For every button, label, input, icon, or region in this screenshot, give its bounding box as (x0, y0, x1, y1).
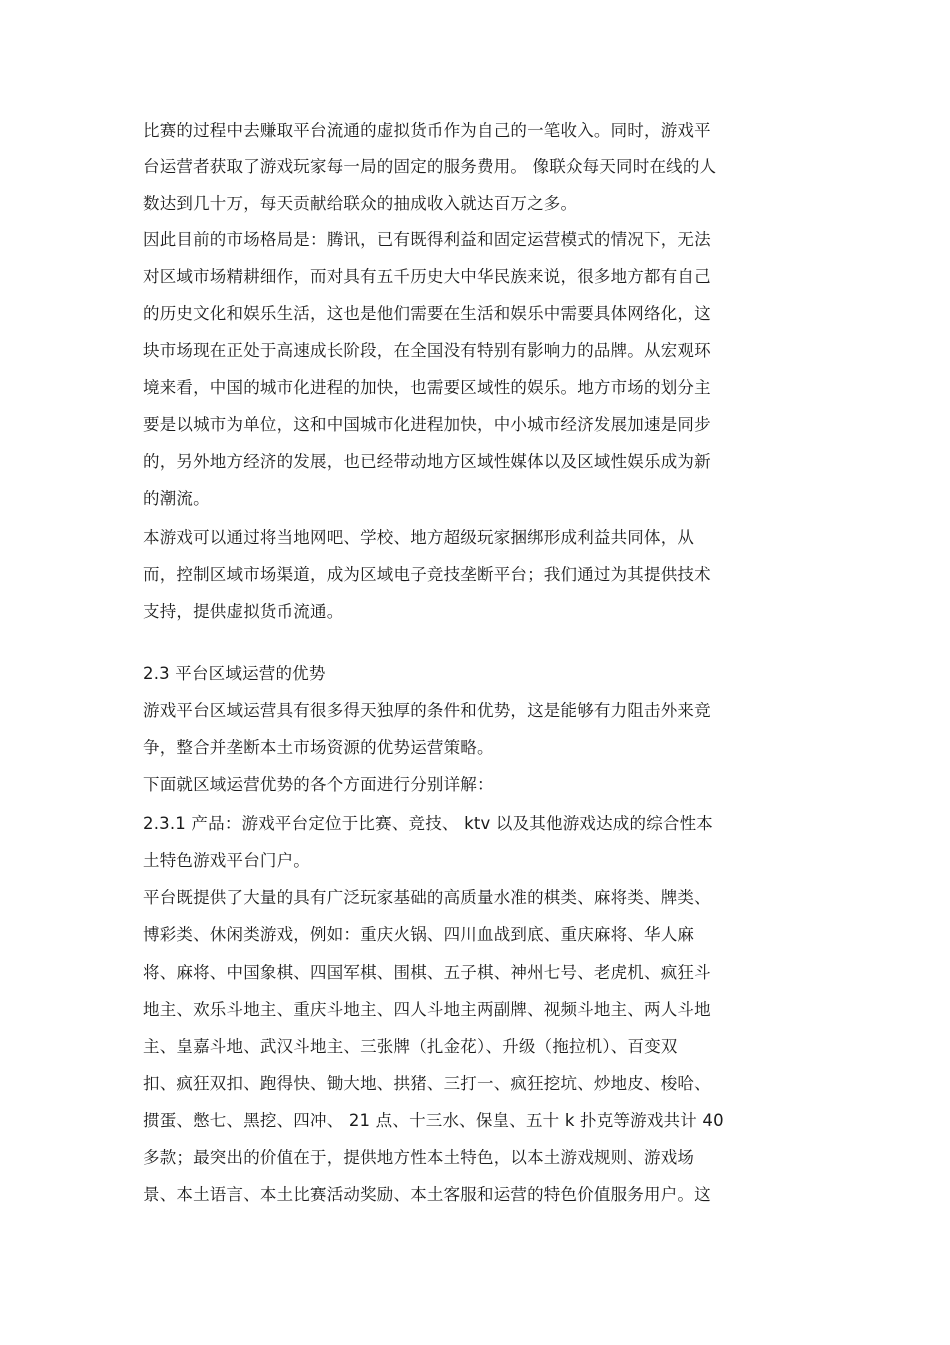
paragraph-line: 对区域市场精耕细作，而对具有五千历史大中华民族来说，很多地方都有自己 (143, 267, 711, 286)
paragraph-line: 博彩类、休闲类游戏，例如：重庆火锅、四川血战到底、重庆麻将、华人麻 (143, 925, 695, 944)
paragraph-line: 台运营者获取了游戏玩家每一局的固定的服务费用。 像联众每天同时在线的人 (143, 157, 717, 176)
paragraph-line: 因此目前的市场格局是：腾讯，已有既得利益和固定运营模式的情况下，无法 (143, 230, 711, 249)
paragraph-line: 平台既提供了大量的具有广泛玩家基础的高质量水准的棋类、麻将类、牌类、 (143, 888, 711, 907)
paragraph-line: 的，另外地方经济的发展，也已经带动地方区域性媒体以及区域性娱乐成为新 (143, 452, 711, 471)
paragraph-line: 争，整合并垄断本土市场资源的优势运营策略。 (143, 738, 494, 757)
paragraph-line: 的历史文化和娱乐生活，这也是他们需要在生活和娱乐中需要具体网络化，这 (143, 304, 711, 323)
paragraph-line: 掼蛋、憋七、黑挖、四冲、 21 点、十三水、保皇、五十 k 扑克等游戏共计 40 (143, 1111, 724, 1130)
paragraph-line: 而，控制区域市场渠道，成为区域电子竞技垄断平台；我们通过为其提供技术 (143, 565, 711, 584)
paragraph-line: 多款；最突出的价值在于，提供地方性本土特色，以本土游戏规则、游戏场 (143, 1148, 695, 1167)
paragraph-line: 的潮流。 (143, 489, 210, 508)
paragraph-line: 土特色游戏平台门户。 (143, 851, 310, 870)
paragraph-line: 要是以城市为单位，这和中国城市化进程加快，中小城市经济发展加速是同步 (143, 415, 711, 434)
paragraph-line: 将、麻将、中国象棋、四国军棋、围棋、五子棋、神州七号、老虎机、疯狂斗 (143, 963, 711, 982)
section-heading: 2.3 平台区域运营的优势 (143, 664, 326, 683)
paragraph-line: 本游戏可以通过将当地网吧、学校、地方超级玩家捆绑形成利益共同体，从 (143, 528, 695, 547)
paragraph-line: 下面就区域运营优势的各个方面进行分别详解： (143, 775, 494, 794)
paragraph-line: 游戏平台区域运营具有很多得天独厚的条件和优势，这是能够有力阻击外来竞 (143, 701, 711, 720)
subsection-line: 2.3.1 产品：游戏平台定位于比赛、竞技、 ktv 以及其他游戏达成的综合性本 (143, 814, 714, 833)
paragraph-line: 支持，提供虚拟货币流通。 (143, 602, 344, 621)
paragraph-line: 比赛的过程中去赚取平台流通的虚拟货币作为自己的一笔收入。同时，游戏平 (143, 121, 711, 140)
paragraph-line: 主、皇嘉斗地、武汉斗地主、三张牌（扎金花）、升级（拖拉机）、百变双 (143, 1037, 678, 1056)
paragraph-line: 块市场现在正处于高速成长阶段，在全国没有特别有影响力的品牌。从宏观环 (143, 341, 711, 360)
paragraph-line: 数达到几十万，每天贡献给联众的抽成收入就达百万之多。 (143, 194, 578, 213)
paragraph-line: 境来看，中国的城市化进程的加快，也需要区域性的娱乐。地方市场的划分主 (143, 378, 711, 397)
paragraph-line: 地主、欢乐斗地主、重庆斗地主、四人斗地主两副牌、视频斗地主、两人斗地 (143, 1000, 711, 1019)
paragraph-line: 景、本土语言、本土比赛活动奖励、本土客服和运营的特色价值服务用户。这 (143, 1185, 711, 1204)
paragraph-line: 扣、疯狂双扣、跑得快、锄大地、拱猪、三打一、疯狂挖坑、炒地皮、梭哈、 (143, 1074, 711, 1093)
